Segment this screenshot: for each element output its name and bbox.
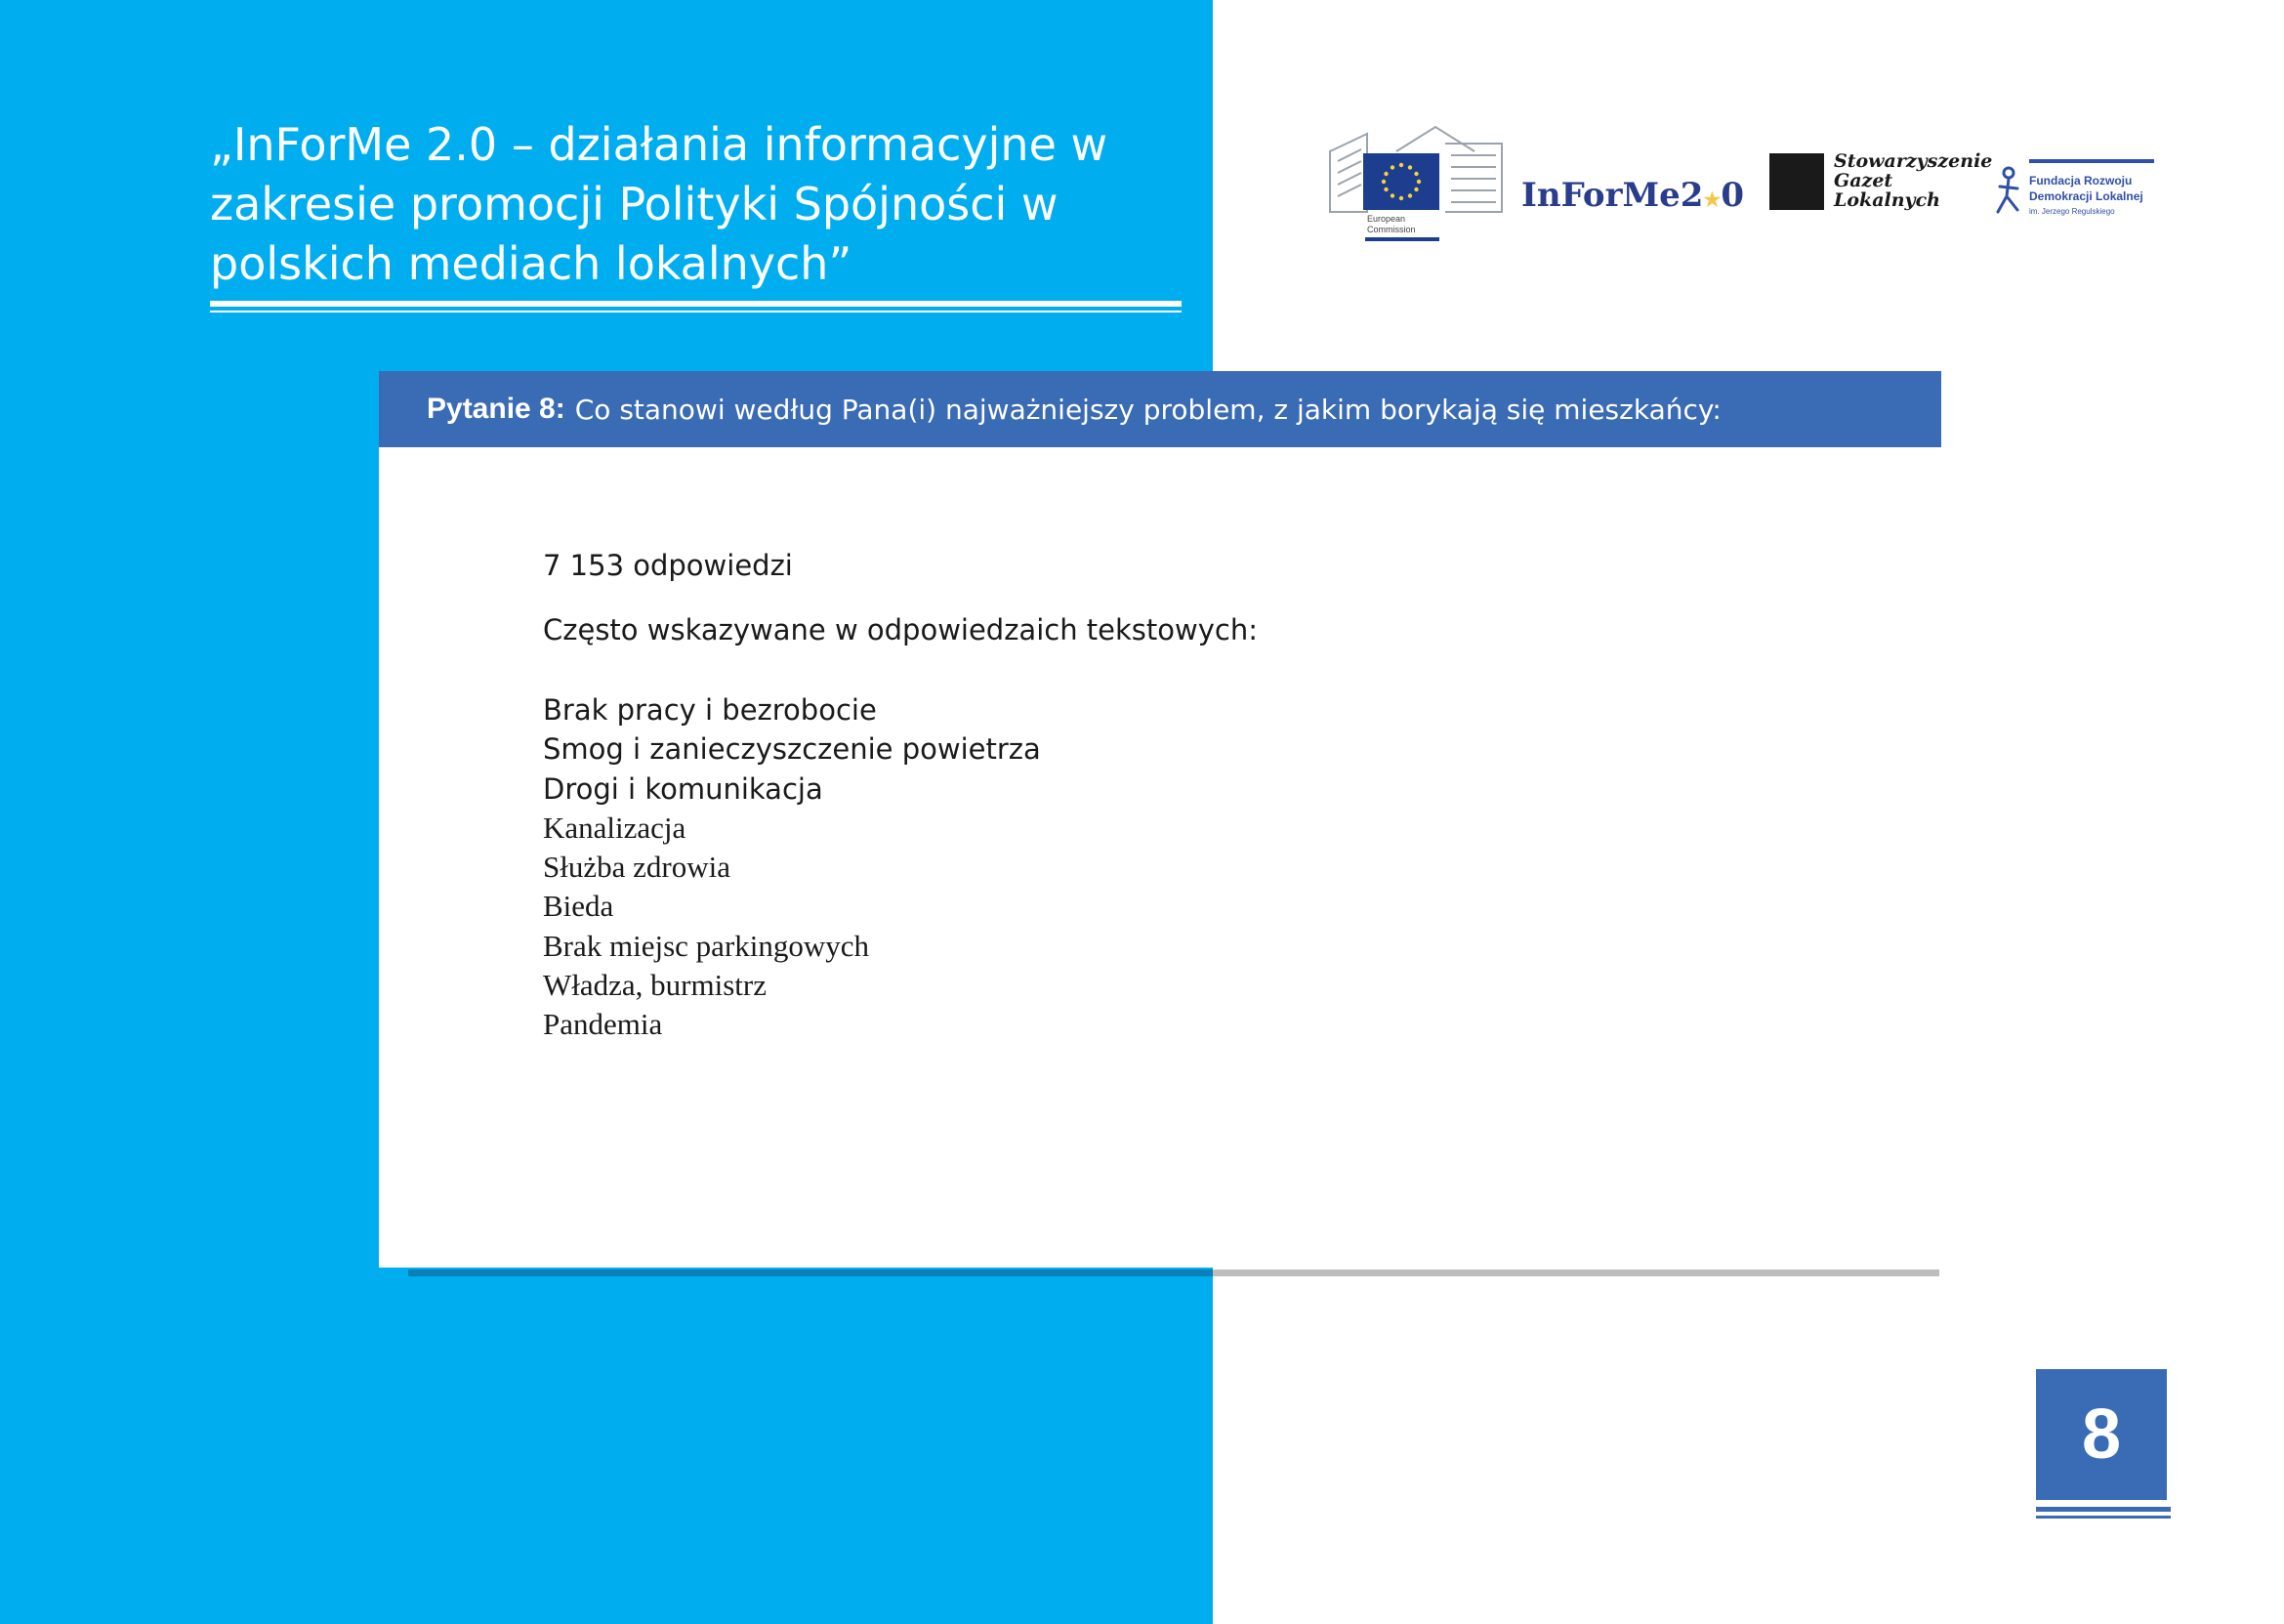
ec-logo-line1: European [1367, 214, 1406, 224]
fundacja-logo [1992, 159, 2158, 224]
informe-logo-text-end: 0 [1721, 176, 1745, 215]
ec-logo-line2: Commission [1367, 225, 1416, 234]
card-shadow-blue [408, 1270, 1213, 1276]
fundacja-logo-line2: Demokracji Lokalnej [2029, 189, 2143, 203]
person-icon [1992, 165, 2025, 218]
sgl-logo-line1: Stowarzyszenie [1834, 150, 1993, 172]
star-icon: ★ [1703, 187, 1722, 211]
page-rule-thin [2036, 1516, 2171, 1519]
question-header [379, 371, 1941, 447]
question-text: Co stanowi według Pana(i) najważniejszy problem, z jakim borykają się mieszkańcy: [574, 393, 1722, 426]
answers-intro: Często wskazywane w odpowiedzaich tekstowych: [543, 613, 1259, 646]
title-rule-thick [210, 301, 1182, 307]
list-item: Smog i zanieczyszczenie powietrza [543, 732, 1041, 767]
card-body [543, 549, 1258, 1045]
list-item: Pandemia [543, 1007, 663, 1042]
question-card [379, 371, 1941, 1268]
list-item: Służba zdrowia [543, 850, 730, 885]
list-item: Bieda [543, 889, 614, 924]
answer-list [543, 690, 1258, 1045]
list-item: Brak pracy i bezrobocie [543, 693, 877, 727]
fundacja-logo-line3: im. Jerzego Regulskiego [2029, 207, 2115, 216]
title-rule-thin [210, 311, 1182, 312]
question-label: Pytanie 8: [427, 393, 565, 425]
european-commission-logo [1328, 122, 1504, 247]
document-title: „InForMe 2.0 – działania informacyjne w zakresie promocji Polityki Spójności w polskich mediach lokalnych” [210, 118, 1108, 290]
informe-logo-text: InForMe2 [1521, 176, 1704, 215]
page-rule-thick [2036, 1507, 2171, 1512]
list-item: Brak miejsc parkingowych [543, 928, 870, 963]
partner-logos [1328, 122, 2158, 249]
page-number: 8 [2036, 1369, 2167, 1500]
fundacja-logo-line1: Fundacja Rozwoju [2029, 174, 2133, 187]
newspaper-icon [1769, 153, 1824, 210]
list-item: Władza, burmistrz [543, 968, 767, 1003]
sgl-logo-line3: Lokalnych [1834, 189, 1940, 211]
list-item: Drogi i komunikacja [543, 771, 823, 806]
response-count: 7 153 odpowiedzi [543, 549, 793, 582]
list-item: Kanalizacja [543, 810, 686, 845]
informe-logo [1521, 176, 1744, 215]
sgl-logo-line2: Gazet [1834, 170, 1893, 191]
sgl-logo [1769, 150, 1993, 222]
